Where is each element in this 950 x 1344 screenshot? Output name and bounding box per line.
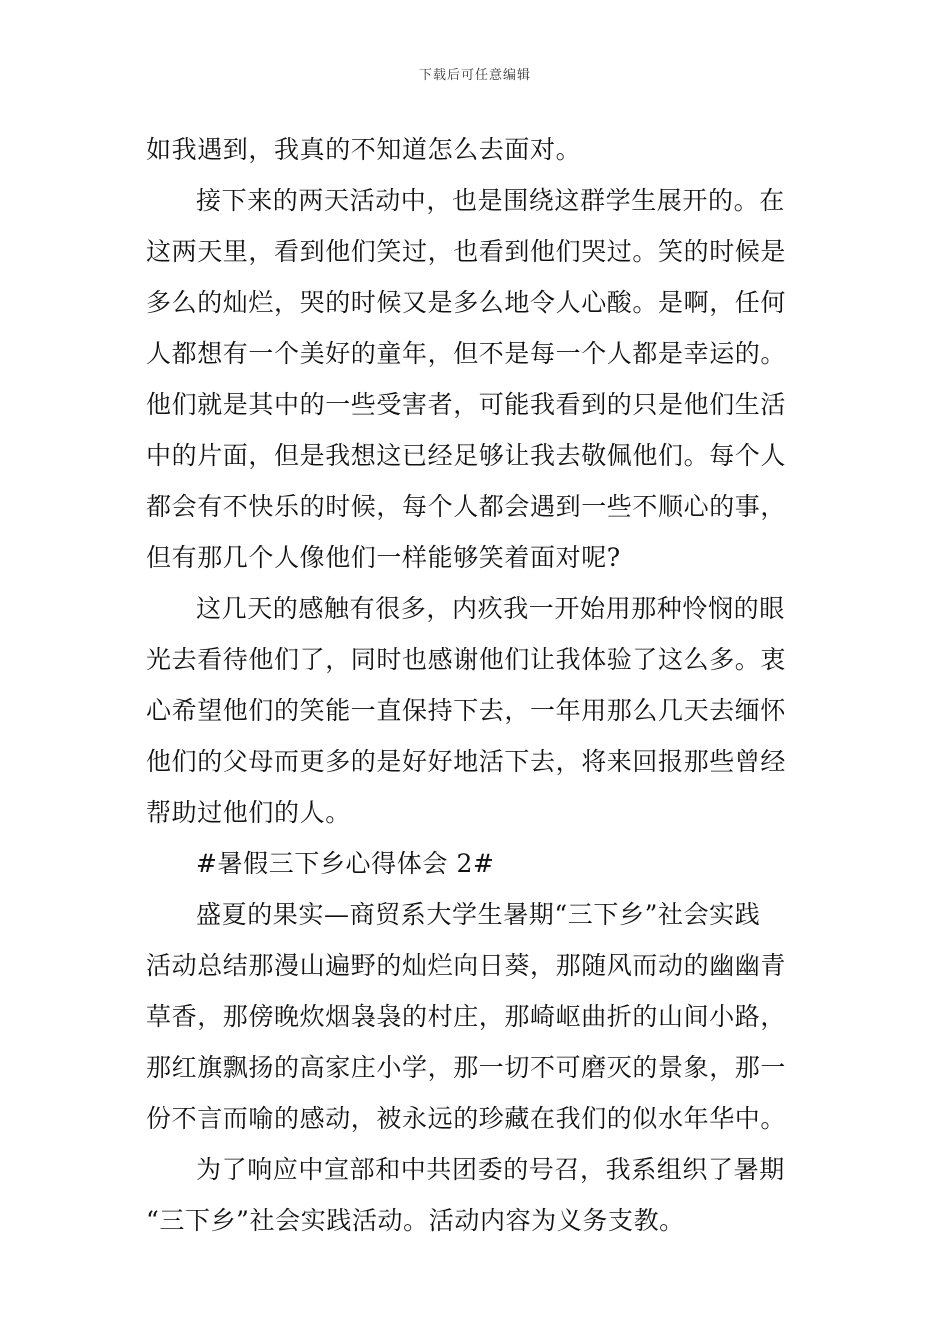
text-line: 这两天里，看到他们笑过，也看到他们哭过。笑的时候是 (146, 237, 787, 266)
paragraph-start-line: 接下来的两天活动中，也是围绕这群学生展开的。在 (196, 186, 785, 215)
document-body (146, 124, 810, 1246)
text-line: “三下乡”社会实践活动。活动内容为义务支教。 (146, 1206, 685, 1235)
text-line: 他们就是其中的一些受害者，可能我看到的只是他们生活 (146, 390, 787, 419)
text-line: 份不言而喻的感动，被永远的珍藏在我们的似水年华中。 (146, 1104, 787, 1133)
page-header: 下载后可任意编辑 (418, 68, 531, 83)
section-heading: #暑假三下乡心得体会 2# (196, 849, 495, 878)
text-line: 都会有不快乐的时候，每个人都会遇到一些不顺心的事， (146, 492, 787, 521)
text-line: 帮助过他们的人。 (146, 798, 351, 827)
text-line: 多么的灿烂，哭的时候又是多么地令人心酸。是啊，任何 (146, 288, 787, 317)
text-line: 如我遇到，我真的不知道怎么去面对。 (146, 135, 582, 164)
text-line: 心希望他们的笑能一直保持下去，一年用那么几天去缅怀 (146, 696, 787, 725)
paragraph-start-line: 这几天的感触有很多，内疚我一开始用那种怜悯的眼 (196, 594, 785, 623)
text-line: 光去看待他们了，同时也感谢他们让我体验了这么多。衷 (146, 645, 787, 674)
text-line: 草香，那傍晚炊烟袅袅的村庄，那崎岖曲折的山间小路， (146, 1002, 787, 1031)
paragraph-start-line: 为了响应中宣部和中共团委的号召，我系组织了暑期 (196, 1155, 785, 1184)
text-line: 中的片面，但是我想这已经足够让我去敬佩他们。每个人 (146, 441, 787, 470)
paragraph-start-line: 盛夏的果实—商贸系大学生暑期“三下乡”社会实践 (196, 900, 761, 929)
text-line: 活动总结那漫山遍野的灿烂向日葵，那随风而动的幽幽青 (146, 951, 787, 980)
text-line: 他们的父母而更多的是好好地活下去，将来回报那些曾经 (146, 747, 787, 776)
text-line: 人都想有一个美好的童年，但不是每一个人都是幸运的。 (146, 339, 787, 368)
text-line: 但有那几个人像他们一样能够笑着面对呢? (146, 543, 621, 572)
text-line: 那红旗飘扬的高家庄小学，那一切不可磨灭的景象，那一 (146, 1053, 787, 1082)
